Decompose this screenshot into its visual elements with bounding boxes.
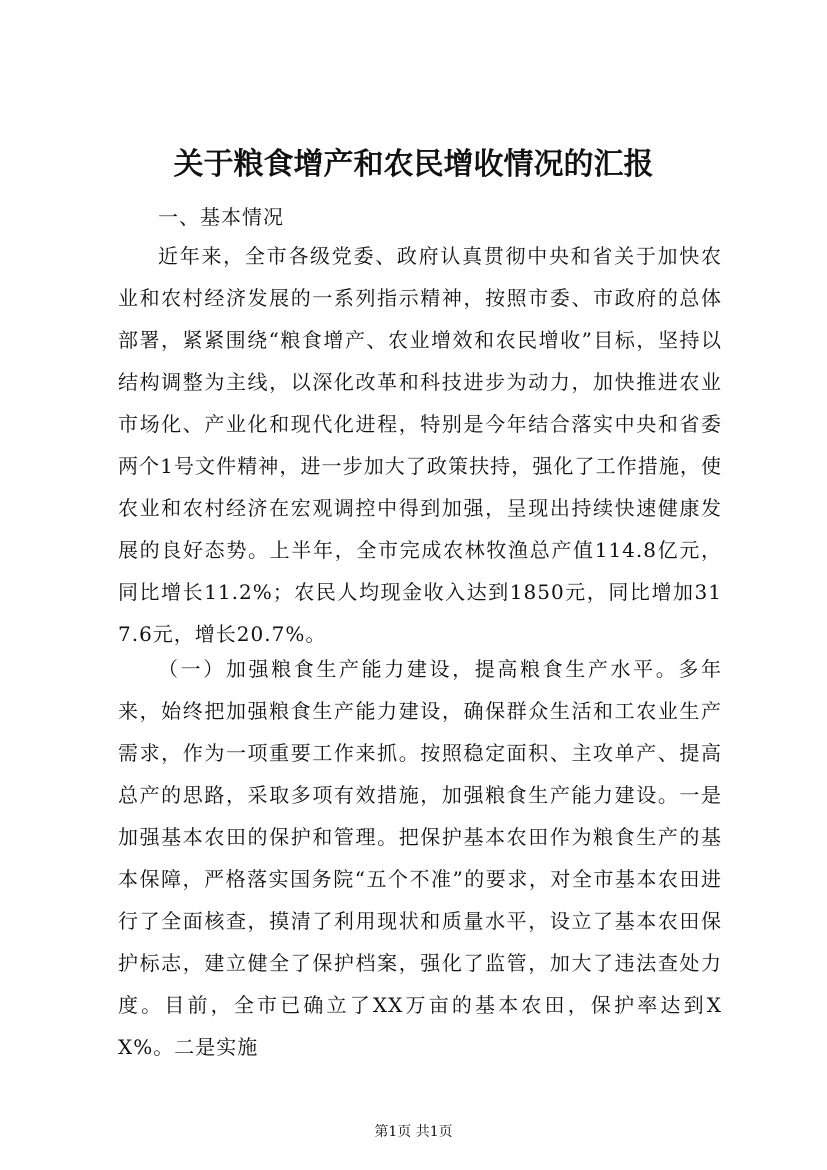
document-title: 关于粮食增产和农民增收情况的汇报 [173,147,654,182]
body-paragraph: （一）加强粮食生产能力建设，提高粮食生产水平。多年来，始终把加强粮食生产能力建设，确保群众生活和工农业生产需求，作为一项重要工作来抓。按照稳定面积、主攻单产、提高总产的思路，采取多项有效措施，加强粮食生产能力建设。一是加强基本农田的保护和管理。把保护基本农田作为粮食生产的基本保障，严格落实国务院“五个不准”的要求，对全市基本农田进行了全面核查，摸清了利用现状和质量水平，设立了基本农田保护标志，建立健全了保护档案，强化了监管，加大了违法查处力度。目前，全市已确立了XX万亩的基本农田，保护率达到XX%。二是实施 [118,657,722,1059]
page-number-footer: 第1页 共1页 [374,1124,453,1140]
body-paragraph: 近年来，全市各级党委、政府认真贯彻中央和省关于加快农业和农村经济发展的一系列指示精神，按照市委、市政府的总体部署，紧紧围绕“粮食增产、农业增效和农民增收”目标，坚持以结构调整为主线，以深化改革和科技进步为动力，加快推进农业市场化、产业化和现代化进程，特别是今年结合落实中央和省委两个1号文件精神，进一步加大了政策扶持，强化了工作措施，使农业和农村经济在宏观调控中得到加强，呈现出持续快速健康发展的良好态势。上半年，全市完成农林牧渔总产值114.8亿元，同比增长11.2%；农民人均现金收入达到1850元，同比增加317.6元，增长20.7%。 [118,244,722,646]
section-heading: 一、基本情况 [158,205,284,229]
